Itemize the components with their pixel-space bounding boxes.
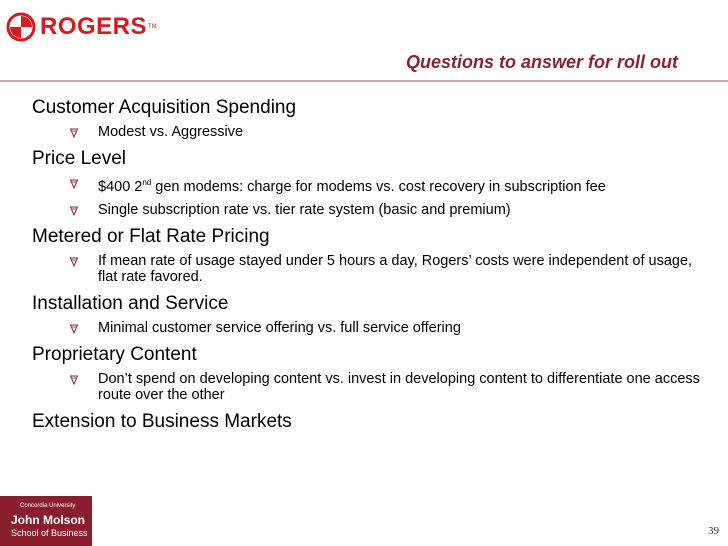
rogers-swirl-icon: [6, 12, 36, 42]
bullet-text-sup: nd: [142, 178, 152, 187]
section-heading: Customer Acquisition Spending: [32, 97, 297, 118]
bullet-item: [32, 320, 712, 336]
section: [32, 410, 712, 434]
bullet-icon: [70, 204, 78, 214]
bullet-text-pre: $400 2: [98, 178, 143, 195]
brand-name: ROGERS: [40, 13, 148, 40]
bullet-icon: [70, 373, 78, 383]
section-heading: Installation and Service: [32, 292, 229, 314]
section-heading: Price Level: [32, 148, 126, 169]
bullet-icon: [70, 255, 78, 265]
bullet-item: [32, 371, 712, 403]
section: [32, 225, 712, 285]
footer-logo-line1: Concordia University: [20, 503, 76, 509]
bullet-text: Modest vs. Aggressive: [98, 124, 244, 140]
section: [32, 343, 712, 403]
section: [32, 96, 712, 140]
bullet-item: [32, 202, 712, 218]
bullet-item: [32, 175, 712, 195]
footer-logo-line3: School of Business: [11, 528, 88, 538]
bullet-text: Minimal customer service offering vs. full service offering: [98, 319, 461, 336]
page-number: 39: [708, 525, 719, 537]
bullet-text: Single subscription rate vs. tier rate system (basic and premium): [98, 201, 511, 218]
bullet-item: [32, 124, 712, 140]
brand-tm: TM: [148, 24, 157, 30]
footer-logo-line2: John Molson: [11, 513, 85, 527]
section-heading: Proprietary Content: [32, 343, 197, 365]
bullet-text: Don’t spend on developing content vs. invest in developing content to differentiate one access route over the other: [98, 370, 700, 403]
section: [32, 292, 712, 336]
title-divider: [0, 80, 728, 82]
bullet-icon: [70, 126, 78, 136]
slide-title: Questions to answer for roll out: [405, 52, 678, 72]
section-heading: Metered or Flat Rate Pricing: [32, 225, 270, 247]
section-heading: Extension to Business Markets: [32, 410, 292, 432]
jmsb-logo: [0, 496, 92, 546]
bullet-text-post: gen modems: charge for modems vs. cost recovery in subscription fee: [151, 178, 606, 195]
bullet-text: If mean rate of usage stayed under 5 hours a day, Rogers’ costs were independent of usage, flat rate favored.: [98, 252, 693, 285]
section: [32, 147, 712, 218]
bullet-icon: [70, 322, 78, 332]
bullet-icon: [70, 177, 78, 187]
rogers-logo: [6, 10, 157, 44]
slide-content: [32, 96, 712, 438]
bullet-item: [32, 253, 712, 285]
